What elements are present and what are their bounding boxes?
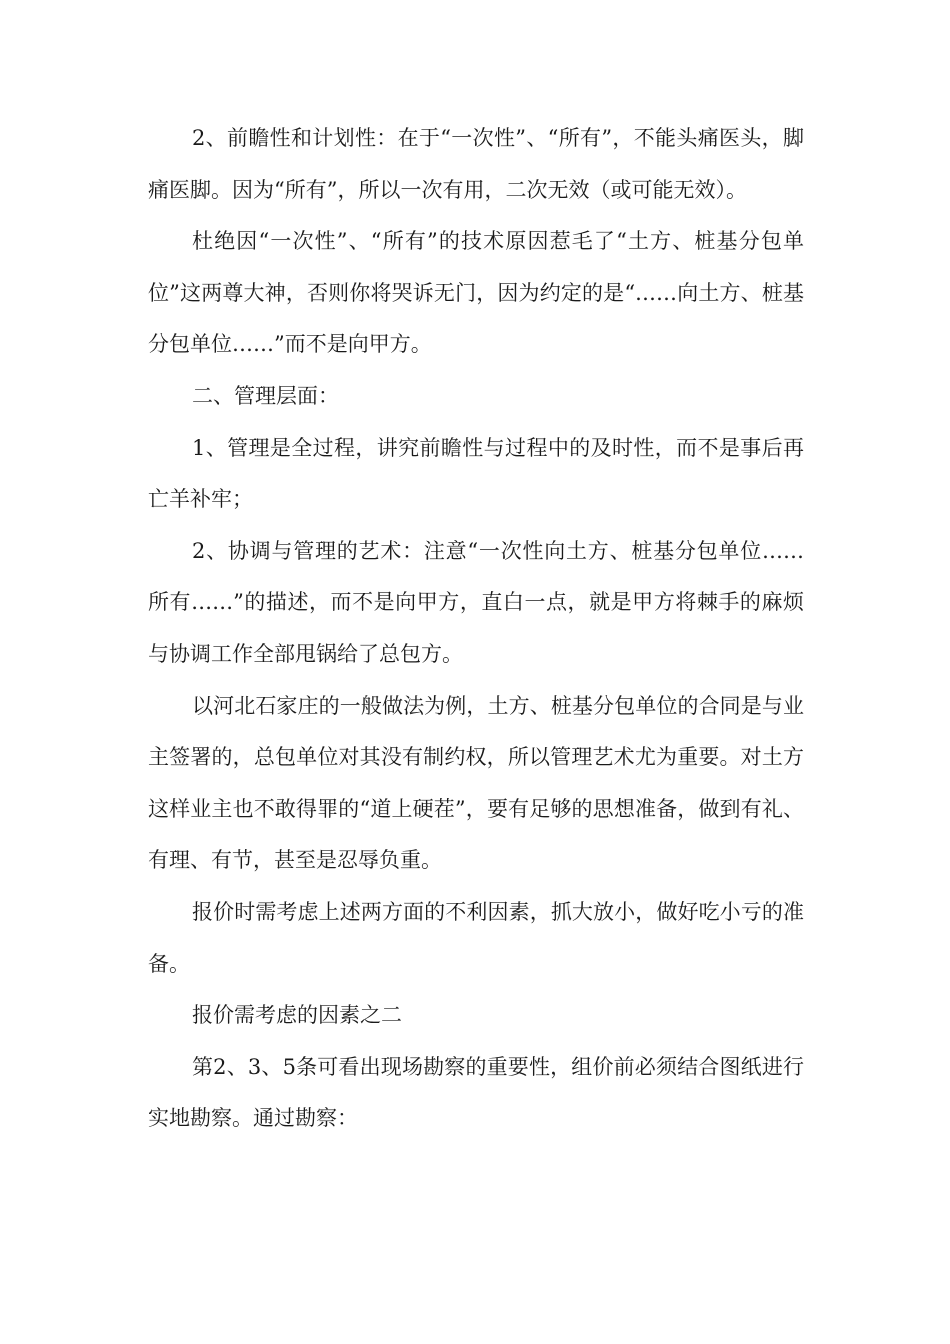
section-heading-factor-two: 报价需考虑的因素之二 bbox=[192, 1003, 402, 1028]
paragraph-foresight: 2、前瞻性和计划性：在于“一次性”、“所有”，不能头痛医头，脚痛医脚。因为“所有”，所以一次有用，二次无效（或可能无效）。 bbox=[148, 126, 804, 202]
paragraph-quotation-factors: 报价时需考虑上述两方面的不利因素，抓大放小，做好吃小亏的准备。 bbox=[148, 899, 804, 976]
paragraph-avoid-conflict: 杜绝因“一次性”、“所有”的技术原因惹毛了“土方、桩基分包单位”这两尊大神，否则你将哭诉无门，因为约定的是“……向土方、桩基分包单位……”而不是向甲方。 bbox=[148, 229, 804, 357]
paragraph-management-process: 1、管理是全过程，讲究前瞻性与过程中的及时性，而不是事后再亡羊补牢； bbox=[148, 435, 804, 512]
section-heading-management: 二、管理层面： bbox=[192, 383, 339, 408]
paragraph-site-survey: 第2、3、5条可看出现场勘察的重要性，组价前必须结合图纸进行实地勘察。通过勘察： bbox=[148, 1054, 804, 1131]
paragraph-coordination-art: 2、协调与管理的艺术：注意“一次性向土方、桩基分包单位……所有……”的描述，而不是向甲方，直白一点，就是甲方将棘手的麻烦与协调工作全部甩锅给了总包方。 bbox=[148, 538, 804, 666]
paragraph-shijiazhuang-example: 以河北石家庄的一般做法为例，土方、桩基分包单位的合同是与业主签署的，总包单位对其没有制约权，所以管理艺术尤为重要。对土方这样业主也不敢得罪的“道上硬茬”，要有足够的思想准备，做到有礼、有理、有节，甚至是忍辱负重。 bbox=[148, 693, 804, 873]
document-body bbox=[148, 113, 804, 1145]
